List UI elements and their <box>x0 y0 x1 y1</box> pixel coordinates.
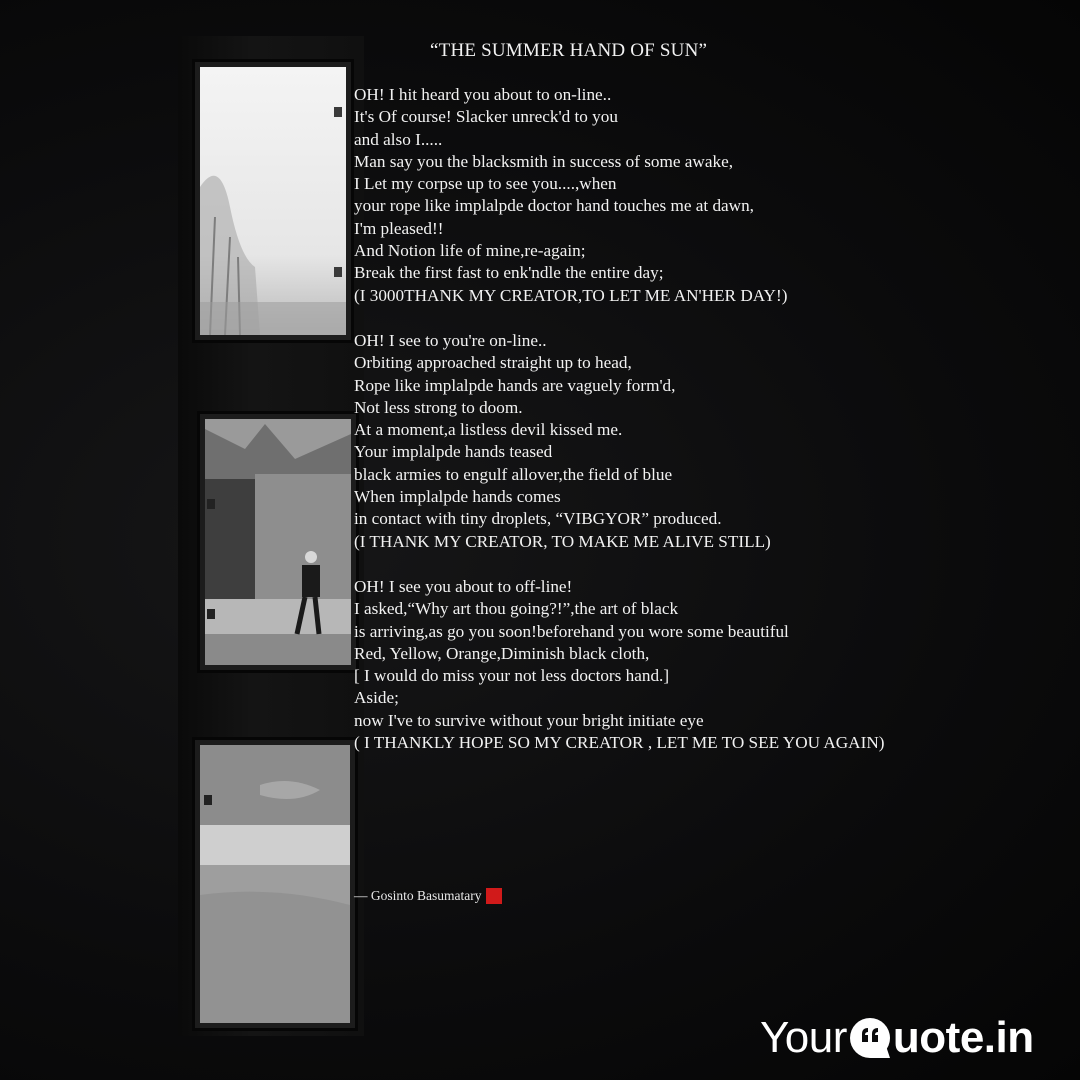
poem-line: Red, Yellow, Orange,Diminish black cloth, <box>354 643 650 663</box>
poem-title: “THE SUMMER HAND OF SUN” <box>430 40 708 61</box>
poem-line: (I 3000THANK MY CREATOR,TO LET ME AN'HER DAY!) <box>354 285 788 305</box>
poem-line: Break the first fast to enk'ndle the entire day; <box>354 263 664 283</box>
poem-line: I Let my corpse up to see you....,when <box>354 174 617 194</box>
poem-line: OH! I see to you're on-line.. <box>354 330 547 350</box>
poem-line: (I THANK MY CREATOR, TO MAKE ME ALIVE STILL) <box>354 531 771 551</box>
window-photo-middle <box>200 414 356 670</box>
poem-line: At a moment,a listless devil kissed me. <box>354 420 623 440</box>
poem-line: is arriving,as go you soon!beforehand you wore some beautiful <box>354 621 789 641</box>
poem-line: now I've to survive without your bright initiate eye <box>354 710 704 730</box>
poem-line: Orbiting approached straight up to head, <box>354 353 632 373</box>
stanza-2 <box>354 330 1054 553</box>
poem-line: black armies to engulf allover,the field of blue <box>354 464 673 484</box>
poem-line: in contact with tiny droplets, “VIBGYOR” produced. <box>354 509 722 529</box>
poem-line: I'm pleased!! <box>354 218 444 238</box>
poem-line: OH! I hit heard you about to on-line.. <box>354 85 612 104</box>
yourquote-logo <box>760 1008 1034 1068</box>
poem-line: and also I..... <box>354 129 443 149</box>
stanza-1 <box>354 84 1054 307</box>
logo-text-your: Your <box>760 1013 847 1062</box>
stanza-3 <box>354 576 1054 754</box>
red-square-icon <box>486 888 502 904</box>
poem-line: And Notion life of mine,re-again; <box>354 241 586 261</box>
window-photo-top <box>195 62 351 340</box>
poem-body <box>354 84 1054 777</box>
poem-line: Man say you the blacksmith in success of some awake, <box>354 151 733 171</box>
poem-line: [ I would do miss your not less doctors hand.] <box>354 666 670 686</box>
poem-line: Not less strong to doom. <box>354 397 523 417</box>
poem-line: Rope like implalpde hands are vaguely form'd, <box>354 375 676 395</box>
poem-line: Your implalpde hands teased <box>354 442 553 462</box>
logo-text-uote: uote.in <box>892 1013 1034 1062</box>
poem-line: I asked,“Why art thou going?!”,the art of black <box>354 599 679 619</box>
poem-line: OH! I see you about to off-line! <box>354 576 573 596</box>
author-name: — Gosinto Basumatary <box>354 888 482 903</box>
poem-line: Aside; <box>354 688 399 708</box>
poem-line: your rope like implalpde doctor hand touches me at dawn, <box>354 196 754 216</box>
quote-q-icon <box>848 1016 892 1060</box>
window-photo-bottom <box>195 740 355 1028</box>
poem-line: It's Of course! Slacker unreck'd to you <box>354 107 618 127</box>
poem-line: ( I THANKLY HOPE SO MY CREATOR , LET ME TO SEE YOU AGAIN) <box>354 733 885 753</box>
poem-line: When implalpde hands comes <box>354 487 561 507</box>
author-credit <box>354 888 502 904</box>
